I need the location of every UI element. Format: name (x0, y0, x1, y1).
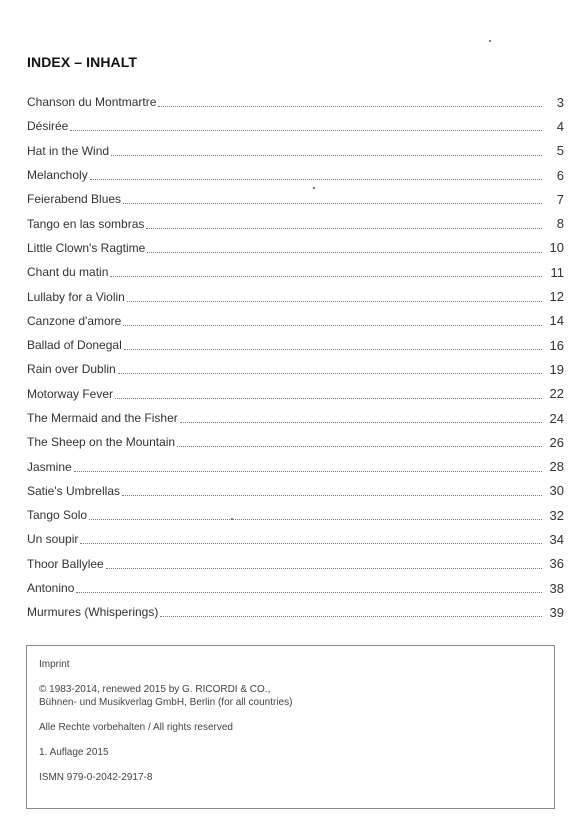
list-item (27, 600, 572, 624)
list-item (27, 430, 572, 454)
toc-entry-title: Hat in the Wind (27, 143, 110, 158)
toc-entry-page: 38 (549, 580, 564, 596)
toc-entry-title: Chanson du Montmartre (27, 95, 157, 110)
list-item (27, 284, 572, 308)
dot-leader (123, 324, 542, 326)
toc-entry-page: 8 (556, 216, 564, 232)
rights-statement: Alle Rechte vorbehalten / All rights reserved (39, 722, 233, 733)
toc-entry-page: 24 (549, 410, 564, 426)
toc-entry-title: Rain over Dublin (27, 362, 116, 377)
dot-leader (70, 129, 542, 131)
scan-speck (489, 40, 491, 42)
dot-leader (89, 518, 542, 520)
dot-leader (146, 227, 542, 229)
toc-entry-title: Un soupir (27, 532, 79, 547)
toc-entry-page: 10 (549, 240, 564, 256)
imprint-label: Imprint (39, 659, 70, 670)
toc-entry-page: 22 (549, 386, 564, 402)
toc-entry-title: Désirée (27, 119, 69, 134)
list-item (27, 236, 572, 260)
toc-entry-title: The Mermaid and the Fisher (27, 411, 178, 425)
toc-entry-page: 32 (549, 507, 564, 523)
copyright-line-2: Bühnen- und Musikverlag GmbH, Berlin (for all countries) (39, 697, 293, 708)
dot-leader (127, 300, 542, 302)
toc-entry-page: 36 (549, 556, 564, 572)
list-item (27, 260, 572, 284)
list-item (27, 114, 572, 138)
imprint-box (26, 645, 555, 809)
list-item (27, 333, 572, 357)
toc-entry-page: 12 (549, 289, 564, 305)
list-item (27, 163, 572, 187)
scan-speck (313, 187, 315, 189)
list-item (27, 552, 572, 576)
list-item (27, 503, 572, 527)
toc-entry-title: Ballad of Donegal (27, 338, 122, 353)
dot-leader (180, 421, 542, 423)
list-item (27, 309, 572, 333)
toc-entry-page: 26 (549, 434, 564, 450)
list-item (27, 479, 572, 503)
toc-entry-page: 5 (556, 143, 564, 159)
toc-entry-title: Chant du matin (27, 265, 109, 280)
toc-entry-title: Tango Solo (27, 508, 88, 523)
dot-leader (111, 154, 542, 156)
toc-entry-page: 30 (549, 483, 564, 499)
toc-entry-title: The Sheep on the Mountain (27, 435, 176, 450)
toc-entry-page: 3 (556, 94, 564, 110)
toc-entry-page: 34 (549, 531, 564, 547)
list-item (27, 187, 572, 211)
toc-entry-title: Satie's Umbrellas (27, 483, 120, 498)
toc-entry-title: Melancholy (27, 168, 88, 183)
dot-leader (158, 105, 542, 107)
dot-leader (110, 275, 542, 277)
table-of-contents (27, 90, 572, 625)
toc-entry-page: 6 (556, 167, 564, 183)
toc-entry-page: 7 (556, 191, 564, 207)
toc-entry-title: Feierabend Blues (27, 192, 122, 207)
dot-leader (106, 567, 542, 569)
dot-leader (80, 542, 542, 544)
toc-entry-page: 19 (549, 361, 564, 377)
copyright-line-1: © 1983-2014, renewed 2015 by G. RICORDI & CO., (39, 684, 271, 695)
toc-entry-page: 4 (556, 118, 564, 134)
toc-entry-page: 39 (549, 604, 564, 620)
dot-leader (123, 202, 542, 204)
dot-leader (177, 445, 542, 447)
list-item (27, 382, 572, 406)
toc-entry-page: 28 (549, 459, 564, 475)
toc-entry-page: 11 (550, 264, 564, 280)
toc-entry-title: Little Clown's Ragtime (27, 240, 146, 255)
toc-entry-page: 14 (549, 313, 564, 329)
list-item (27, 406, 572, 430)
list-item (27, 211, 572, 235)
toc-entry-title: Motorway Fever (27, 386, 114, 401)
toc-entry-title: Antonino (27, 581, 75, 596)
toc-entry-title: Tango en las sombras (27, 216, 145, 231)
toc-entry-page: 16 (549, 337, 564, 353)
list-item (27, 357, 572, 381)
toc-entry-title: Canzone d'amore (27, 313, 122, 328)
dot-leader (115, 397, 542, 399)
toc-entry-title: Thoor Ballylee (27, 556, 104, 571)
list-item (27, 139, 572, 163)
dot-leader (124, 348, 542, 350)
list-item (27, 454, 572, 478)
page-title: INDEX – INHALT (27, 54, 138, 70)
dot-leader (147, 251, 542, 253)
toc-entry-title: Murmures (Whisperings) (27, 605, 159, 620)
list-item (27, 576, 572, 600)
list-item (27, 527, 572, 551)
dot-leader (90, 178, 542, 180)
edition-line: 1. Auflage 2015 (39, 747, 109, 758)
list-item (27, 90, 572, 114)
dot-leader (118, 372, 542, 374)
toc-entry-title: Jasmine (27, 459, 72, 474)
dot-leader (122, 494, 542, 496)
toc-entry-title: Lullaby for a Violin (27, 289, 125, 304)
dot-leader (160, 615, 542, 617)
scan-speck (231, 518, 233, 520)
ismn-number: ISMN 979-0-2042-2917-8 (39, 772, 153, 783)
dot-leader (74, 470, 542, 472)
dot-leader (76, 591, 542, 593)
